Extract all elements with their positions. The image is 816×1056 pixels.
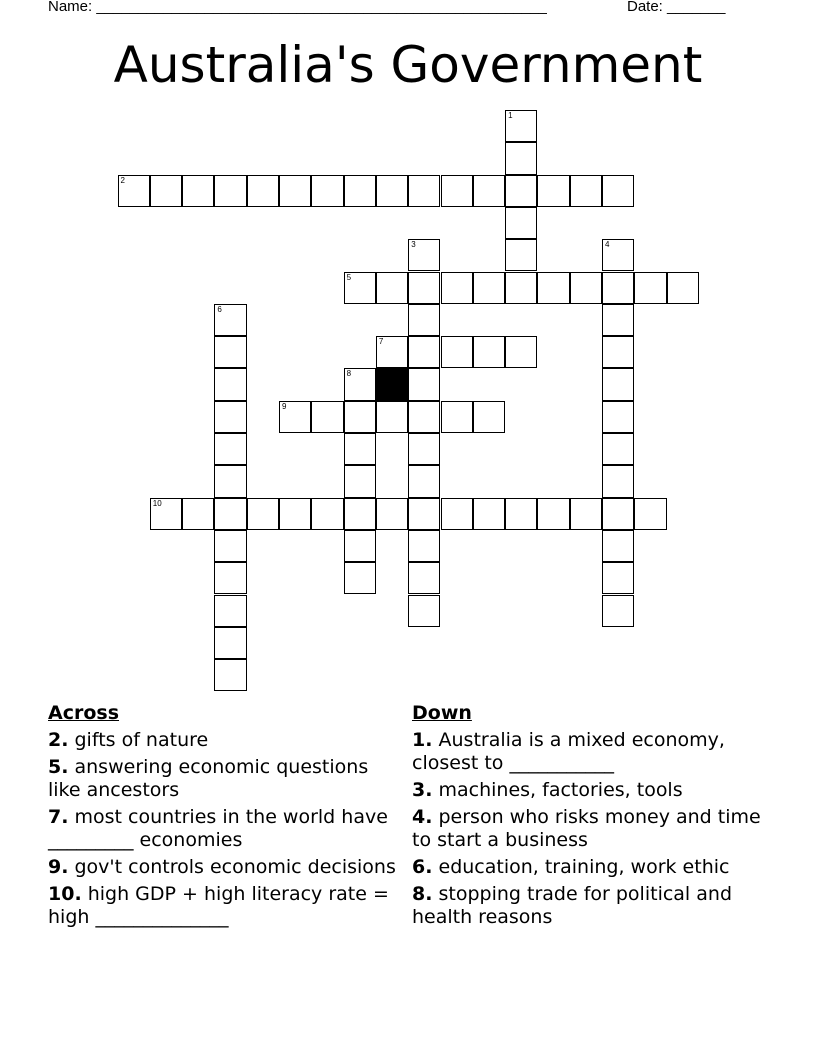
grid-cell[interactable] xyxy=(344,175,376,207)
clue-number: 8. xyxy=(412,883,433,905)
grid-cell[interactable] xyxy=(408,562,440,594)
grid-cell[interactable] xyxy=(408,175,440,207)
clue-number-label: 1 xyxy=(508,111,513,120)
grid-cell[interactable] xyxy=(214,433,246,465)
grid-cell[interactable] xyxy=(214,368,246,400)
grid-cell[interactable] xyxy=(344,433,376,465)
grid-cell[interactable] xyxy=(537,272,569,304)
grid-cell[interactable] xyxy=(376,401,408,433)
grid-cell[interactable] xyxy=(602,175,634,207)
clue-number-label: 10 xyxy=(152,498,162,508)
clue-number: 4. xyxy=(412,806,433,828)
grid-cell[interactable] xyxy=(182,498,214,530)
page-title: Australia's Government xyxy=(113,36,703,94)
grid-cell[interactable] xyxy=(408,368,440,400)
grid-cell[interactable] xyxy=(505,272,537,304)
grid-cell[interactable] xyxy=(473,272,505,304)
grid-cell[interactable] xyxy=(602,465,634,497)
clue-text: answering economic questions like ancestors xyxy=(48,756,369,801)
grid-cell[interactable] xyxy=(473,498,505,530)
clue-number-label: 5 xyxy=(346,272,352,282)
grid-cell[interactable] xyxy=(214,175,246,207)
clue-text: machines, factories, tools xyxy=(438,779,683,801)
grid-cell[interactable] xyxy=(602,595,634,627)
grid-cell[interactable] xyxy=(279,401,311,433)
grid-cell[interactable] xyxy=(118,175,150,207)
grid-cell[interactable] xyxy=(473,336,505,368)
down-clue xyxy=(412,856,764,879)
grid-cell[interactable] xyxy=(150,498,182,530)
grid-cell[interactable] xyxy=(311,498,343,530)
clue-number: 3. xyxy=(412,779,433,801)
grid-cell[interactable] xyxy=(505,175,537,207)
grid-cell[interactable] xyxy=(150,175,182,207)
grid-cell[interactable] xyxy=(408,239,440,271)
grid-cell[interactable] xyxy=(408,336,440,368)
grid-cell[interactable] xyxy=(279,175,311,207)
grid-cell[interactable] xyxy=(408,304,440,336)
grid-cell[interactable] xyxy=(570,272,602,304)
across-heading: Across xyxy=(48,702,120,724)
grid-cell[interactable] xyxy=(214,530,246,562)
clue-text: gifts of nature xyxy=(74,729,209,751)
clue-text: person who risks money and time to start a business xyxy=(412,806,761,851)
grid-cell[interactable] xyxy=(505,142,537,174)
clue-text: most countries in the world have _________ economies xyxy=(48,806,388,851)
across-clue xyxy=(48,883,400,929)
grid-cell[interactable] xyxy=(634,272,666,304)
clue-text: Australia is a mixed economy, closest to ___________ xyxy=(412,729,725,774)
grid-cell[interactable] xyxy=(473,401,505,433)
grid-cell[interactable] xyxy=(570,175,602,207)
grid-cell[interactable] xyxy=(602,239,634,271)
grid-cell[interactable] xyxy=(602,562,634,594)
grid-cell[interactable] xyxy=(376,272,408,304)
grid-cell[interactable] xyxy=(408,595,440,627)
grid-cell[interactable] xyxy=(634,498,666,530)
date-line: Date: _______ xyxy=(627,0,726,15)
down-clue xyxy=(412,806,764,852)
clue-number-label: 7 xyxy=(378,337,384,347)
grid-cell[interactable] xyxy=(311,175,343,207)
grid-cell[interactable] xyxy=(214,562,246,594)
grid-cell[interactable] xyxy=(602,530,634,562)
grid-cell[interactable] xyxy=(408,433,440,465)
grid-cell[interactable] xyxy=(441,336,473,368)
grid-cell[interactable] xyxy=(311,401,343,433)
grid-cell[interactable] xyxy=(441,498,473,530)
grid-cell[interactable] xyxy=(408,530,440,562)
grid-cell[interactable] xyxy=(344,401,376,433)
grid-cell[interactable] xyxy=(214,498,246,530)
grid-cell[interactable] xyxy=(214,401,246,433)
across-clue xyxy=(48,729,400,752)
clue-number: 9. xyxy=(48,856,69,878)
clue-number: 10. xyxy=(48,883,82,905)
grid-cell[interactable] xyxy=(505,207,537,239)
grid-cell[interactable] xyxy=(602,336,634,368)
across-clues xyxy=(48,702,400,933)
grid-cell[interactable] xyxy=(214,336,246,368)
clue-number: 5. xyxy=(48,756,69,778)
grid-cell[interactable] xyxy=(602,272,634,304)
grid-cell[interactable] xyxy=(344,465,376,497)
grid-cell[interactable] xyxy=(344,530,376,562)
clue-number: 7. xyxy=(48,806,69,828)
grid-cell[interactable] xyxy=(441,272,473,304)
grid-cell[interactable] xyxy=(505,336,537,368)
grid-cell[interactable] xyxy=(441,175,473,207)
grid-cell[interactable] xyxy=(667,272,699,304)
grid-cell[interactable] xyxy=(408,465,440,497)
across-clue xyxy=(48,756,400,802)
grid-cell[interactable] xyxy=(537,175,569,207)
grid-cell[interactable] xyxy=(376,175,408,207)
grid-block xyxy=(376,368,408,400)
grid-cell[interactable] xyxy=(344,368,376,400)
grid-cell[interactable] xyxy=(505,498,537,530)
down-clue xyxy=(412,883,764,929)
down-clue xyxy=(412,779,764,802)
clue-number-label: 2 xyxy=(120,175,125,185)
clue-number: 1. xyxy=(412,729,433,751)
grid-cell[interactable] xyxy=(408,498,440,530)
grid-cell[interactable] xyxy=(408,272,440,304)
down-heading: Down xyxy=(412,702,472,724)
grid-cell[interactable] xyxy=(473,175,505,207)
grid-cell[interactable] xyxy=(570,498,602,530)
clue-number-label: 9 xyxy=(282,401,287,411)
grid-cell[interactable] xyxy=(537,498,569,530)
grid-cell[interactable] xyxy=(344,498,376,530)
grid-cell[interactable] xyxy=(214,659,246,691)
down-clues xyxy=(412,702,764,933)
grid-cell[interactable] xyxy=(344,562,376,594)
grid-cell[interactable] xyxy=(602,498,634,530)
across-clue xyxy=(48,856,400,879)
grid-cell[interactable] xyxy=(376,336,408,368)
grid-cell[interactable] xyxy=(214,627,246,659)
grid-cell[interactable] xyxy=(247,175,279,207)
clue-number-label: 6 xyxy=(217,304,222,314)
clue-text: gov't controls economic decisions xyxy=(74,856,396,878)
grid-cell[interactable] xyxy=(344,272,376,304)
clue-number: 2. xyxy=(48,729,69,751)
grid-cell[interactable] xyxy=(214,465,246,497)
grid-cell[interactable] xyxy=(279,498,311,530)
grid-cell[interactable] xyxy=(441,401,473,433)
across-clue xyxy=(48,806,400,852)
grid-cell[interactable] xyxy=(182,175,214,207)
grid-cell[interactable] xyxy=(214,595,246,627)
grid-cell[interactable] xyxy=(602,401,634,433)
clue-text: high GDP + high literacy rate = high ______________ xyxy=(48,883,389,928)
clue-text: education, training, work ethic xyxy=(438,856,730,878)
clue-number: 6. xyxy=(412,856,433,878)
clue-number-label: 8 xyxy=(346,369,352,379)
clue-text: stopping trade for political and health reasons xyxy=(412,883,732,928)
grid-cell[interactable] xyxy=(408,401,440,433)
down-clue xyxy=(412,729,764,775)
clue-number-label: 4 xyxy=(605,240,610,250)
grid-cell[interactable] xyxy=(505,239,537,271)
grid-cell[interactable] xyxy=(247,498,279,530)
grid-cell[interactable] xyxy=(602,433,634,465)
grid-cell[interactable] xyxy=(505,110,537,142)
name-line: Name: ______________________________________________________ xyxy=(48,0,547,15)
grid-cell[interactable] xyxy=(602,304,634,336)
grid-cell[interactable] xyxy=(214,304,246,336)
clue-number-label: 3 xyxy=(411,240,416,250)
grid-cell[interactable] xyxy=(602,368,634,400)
grid-cell[interactable] xyxy=(376,498,408,530)
